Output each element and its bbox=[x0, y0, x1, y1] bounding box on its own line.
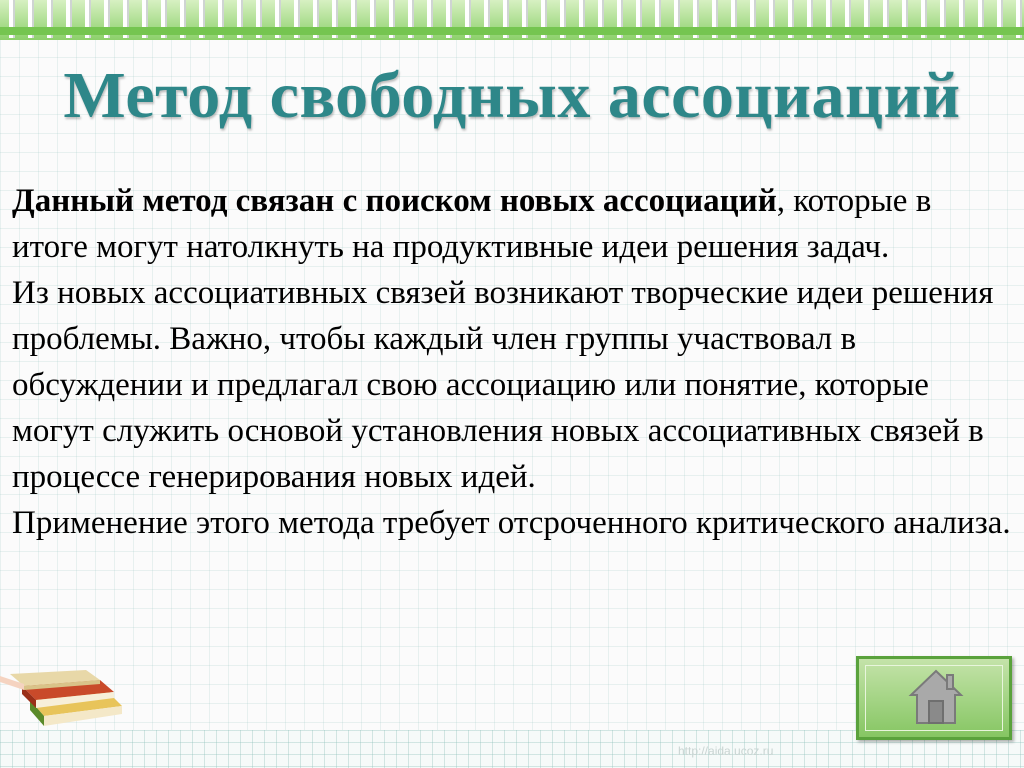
spiral-binding bbox=[0, 0, 1024, 40]
books-icon bbox=[0, 662, 126, 728]
paragraph-1-lead: Данный метод связан с поиском новых ассоциаций bbox=[12, 183, 777, 219]
slide-title: Метод свободных ассоциаций bbox=[63, 59, 961, 132]
paragraph-3: Применение этого метода требует отсроченного критического анализа. bbox=[12, 505, 1011, 541]
paragraph-2: Из новых ассоциативных связей возникают творческие идеи решения проблемы. Важно, чтобы каждый член группы участвовал в обсуждении и предлагал свою ассоциацию или понятие, которые могут служить основой установления новых ассоциативных связей в процессе генерирования новых идей. bbox=[12, 275, 994, 495]
paragraph-1-rest: , которые в итоге могут натолкнуть на продуктивные идеи решения задач. bbox=[12, 183, 932, 265]
home-icon bbox=[907, 667, 965, 727]
watermark: http://aida.ucoz.ru bbox=[678, 744, 774, 758]
home-button[interactable] bbox=[856, 656, 1012, 740]
slide-body bbox=[12, 178, 1012, 546]
binding-bar bbox=[0, 27, 1024, 35]
paragraph-1 bbox=[12, 178, 1012, 270]
